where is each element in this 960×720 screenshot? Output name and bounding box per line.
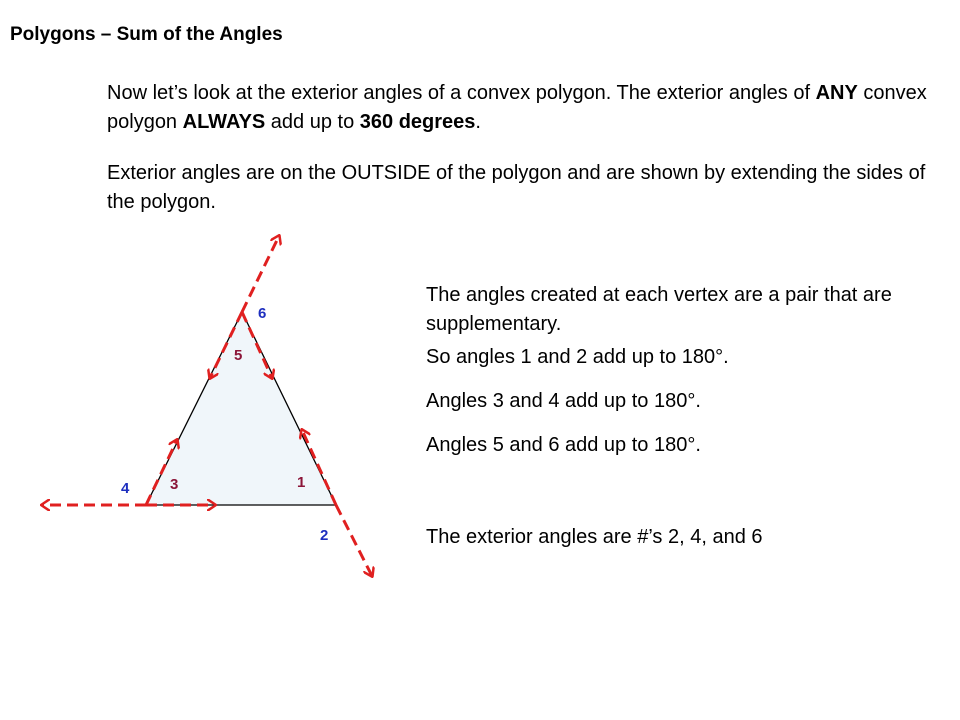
- extension-arrow-top: [242, 236, 279, 312]
- extension-arrow-right: [336, 505, 372, 576]
- angle-label-3: 3: [170, 476, 179, 493]
- note-angles-3-4: Angles 3 and 4 add up to 180°.: [426, 390, 701, 412]
- note-angles-5-6: Angles 5 and 6 add up to 180°.: [426, 434, 701, 456]
- intro-paragraph-1: Now let’s look at the exterior angles of a convex polygon. The exterior angles of ANY convex polygon ALWAYS add up to 360 degrees.: [107, 82, 927, 133]
- conclusion-text: The exterior angles are #’s 2, 4, and 6: [426, 526, 763, 548]
- angle-label-4: 4: [121, 480, 130, 497]
- angle-label-1: 1: [297, 474, 306, 491]
- page-title: Polygons – Sum of the Angles: [10, 24, 283, 45]
- angle-label-6: 6: [258, 305, 267, 322]
- angle-label-2: 2: [320, 527, 329, 544]
- angle-label-5: 5: [234, 347, 243, 364]
- intro-paragraph-2: Exterior angles are on the OUTSIDE of the polygon and are shown by extending the sides of the polygon.: [107, 162, 926, 213]
- explanation-notes: [426, 281, 926, 548]
- note-supplementary: The angles created at each vertex are a pair that are supplementary.: [426, 284, 892, 335]
- note-angles-1-2: So angles 1 and 2 add up to 180°.: [426, 346, 729, 368]
